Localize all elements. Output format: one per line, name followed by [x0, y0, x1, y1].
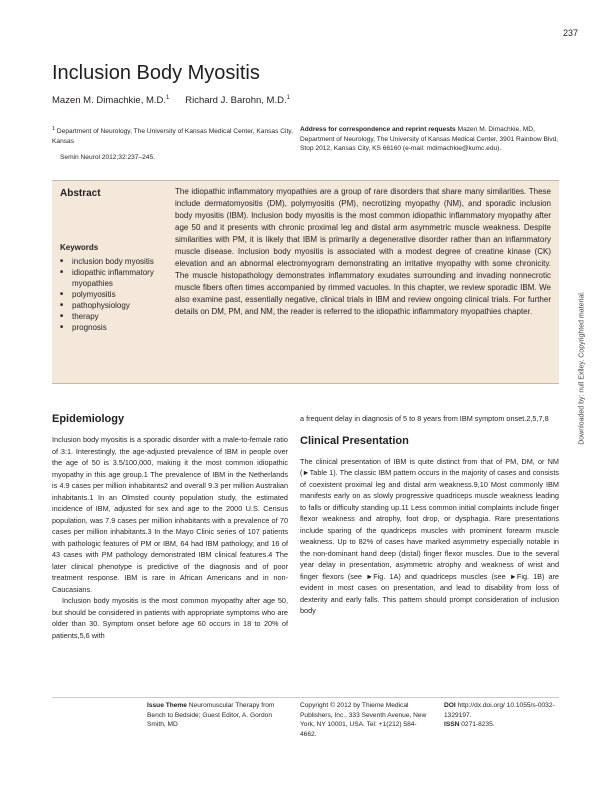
keywords-list [60, 256, 168, 333]
keywords-heading: Keywords [60, 243, 99, 252]
epidemiology-paragraph-1: Inclusion body myositis is a sporadic disorder with a male-to-female ratio of 3:1. Interestingly, the age-adjusted prevalence of IBM in people over the age of 50 is 3.5/100,000, making it the most common idiopathic myopathy in this age group.1 The prevalence of IBM in the Netherlands is 4.9 cases per million inhabitants2 and overall 9.3 per million Australian inhabitants.1 In an Olmsted county population study, the estimated incidence of IBM, adjusted for sex and age to the 2000 U.S. Census population, was 7.9 cases per million inhabitants with a prevalence of 70 cases per million inhabitants.3 In the Mayo Clinic series of 107 patients with pathologic features of PM or IBM, 64 had IBM pathology, and 16 of 43 cases with PM pathology demonstrated IBM clinical features.4 The later clinical phenotype is predictive of the diagnosis and of poor treatment response. IBM is rare in African Americans and in non-Caucasians. [52, 435, 288, 594]
keyword-item: ■ prognosis [60, 322, 168, 333]
keyword-item: ■ therapy [60, 311, 168, 322]
issue-label: Issue Theme [147, 702, 187, 709]
correspondence-text: Mazen M. Dimachkie, MD, Department of Neurology, The University of Kansas Medical Center, 3901 Rainbow Blvd, Stop 2012, Kansas City, KS 66160 (e-mail: mdimachkie@kumc.edu). [300, 126, 559, 152]
keyword-item: ■ inclusion body myositis [60, 256, 168, 267]
footer-copyright: Copyright © 2012 by Thieme Medical Publishers, Inc., 333 Seventh Avenue, New York, NY 10001, USA. Tel: +1(212) 584-4662. [300, 702, 427, 738]
abstract-text: The idiopathic inflammatory myopathies are a group of rare disorders that share many similarities. These include dermatomyositis (DM), polymyositis (PM), necrotizing myopathy (NM), and sporadic inclusion body myositis (IBM). Inclusion body myositis is the most common idiopathic inflammatory myopathy after age 50 and it presents with chronic proximal leg and distal arm asymmetric muscle weakness. Despite similarities with PM, it is likely that IBM is primarily a degenerative disorder rather than an inflammatory muscle disease. Inclusion body myositis is associated with a modest degree of creatine kinase (CK) elevation and an abnormal electromyogram demonstrating an irritative myopathy with some chronicity. The muscle histopathology demonstrates inflammatory exudates surrounding and invading nonnecrotic muscle fibers often times accompanied by rimmed vacuoles. In this chapter, we review sporadic IBM. We also examine past, essentially negative, clinical trials in IBM and review ongoing clinical trials. For further details on DM, PM, and NM, the reader is referred to the idiopathic inflammatory myopathies chapter. [175, 187, 551, 316]
doi-value: http://dx.doi.org/ 10.1055/s-0032-1329197. [444, 702, 555, 719]
keyword-item: ■ idiopathic inflammatory myopathies [60, 267, 168, 289]
author-name: Mazen M. Dimachkie, M.D. [52, 95, 167, 107]
keyword-item: ■ polymyositis [60, 289, 168, 300]
issn-label: ISSN [444, 721, 460, 728]
clinical-heading: Clinical Presentation [300, 434, 409, 447]
correspondence [300, 125, 560, 154]
issue-text: Neuromuscular Therapy from Bench to Bedside; Guest Editor, A. Gordon Smith, MD [147, 702, 275, 728]
footer-identifiers [444, 701, 556, 730]
right-column [300, 413, 559, 617]
author-name: Richard J. Barohn, M.D. [185, 95, 287, 107]
footer-issue [147, 701, 287, 730]
citation: Semin Neurol 2012;32:237–245. [60, 154, 155, 161]
issn-value: 0271-8235. [461, 721, 495, 728]
keyword-item: ■ pathophysiology [60, 300, 168, 311]
page-number: 237 [562, 28, 578, 38]
affiliation-sup: 1 [52, 126, 56, 132]
correspondence-label: Address for correspondence and reprint requests [300, 126, 456, 133]
epidemiology-heading: Epidemiology [52, 413, 125, 425]
continuation-paragraph: a frequent delay in diagnosis of 5 to 8 years from IBM symptom onset.2,5,7,8 [300, 414, 549, 423]
footer-issn [444, 720, 556, 730]
left-column [52, 413, 288, 641]
author-line [52, 95, 290, 106]
footer-divider [52, 697, 559, 698]
author-sup: 1 [286, 95, 290, 101]
clinical-paragraph-1: The clinical presentation of IBM is quite distinct from that of PM, DM, or NM (►Table 1). The classic IBM pattern occurs in the majority of cases and consists of coexistent proximal leg and distal arm weakness.9,10 Most commonly IBM manifests early on as slowly progressive quadriceps muscle weakness leading to falls or difficulty standing up.11 Less common initial complaints include finger flexor weakness and atrophy, foot drop, or dysphagia. Rare presentations include sparing of the quadriceps muscles with prominent forearm muscle weakness. Up to 82% of cases have marked asymmetry especially notable in the non-dominant hand deep (distal) finger flexor muscles. Due to the several year delay in presentation, asymmetric atrophy and weakness of wrist and finger flexors (see ►Fig. 1A) and quadriceps muscles (see ►Fig. 1B) are evident in most cases on presentation, and lead to disability from loss of dexterity and early falls. This pattern should prompt consideration of inclusion body [300, 456, 559, 615]
footer-doi [444, 701, 556, 720]
abstract-heading: Abstract [60, 188, 101, 199]
affiliation-text: Department of Neurology, The University of Kansas Medical Center, Kansas City, Kansas [52, 128, 293, 145]
download-watermark: Downloaded by: null Exlley. Copyrighted material. [578, 291, 586, 445]
author-sup: 1 [166, 95, 170, 101]
doi-label: DOI [444, 702, 456, 709]
article-title: Inclusion Body Myositis [52, 62, 260, 84]
epidemiology-paragraph-2: Inclusion body myositis is the most common myopathy after age 50, but should be considered in patients with appropriate symptoms who are older than 30. Symptom onset before age 60 occurs in 18 to 20% of patients,5,6 with [52, 596, 288, 640]
affiliation [52, 125, 302, 146]
